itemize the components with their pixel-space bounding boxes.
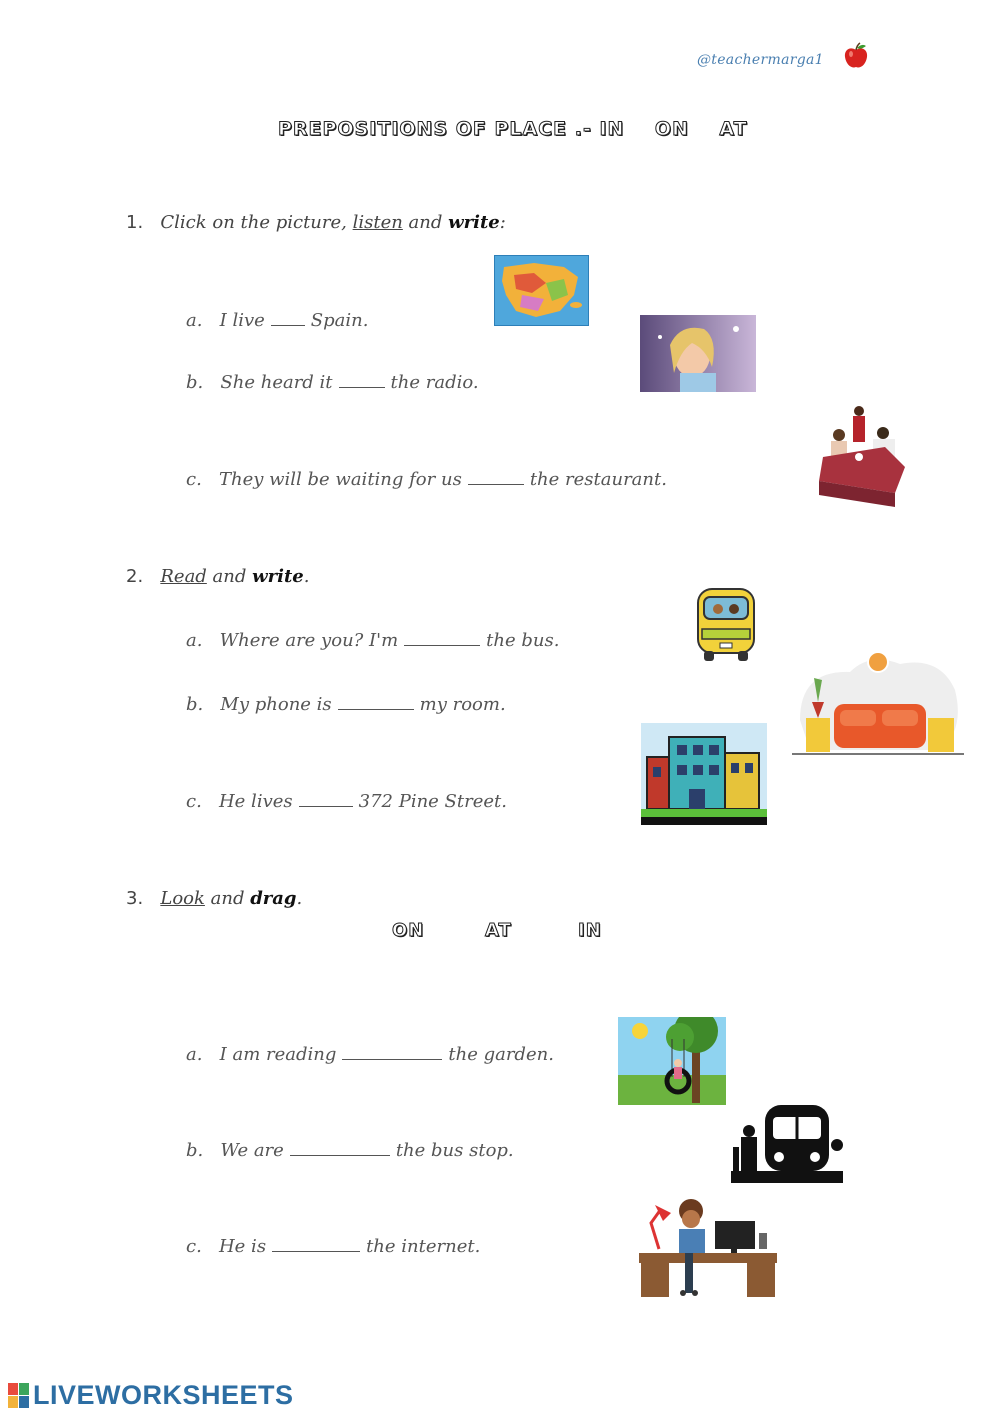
logo-mark-icon <box>8 1383 30 1409</box>
drop-blank[interactable] <box>272 1237 360 1252</box>
section-number: 1. <box>126 212 144 233</box>
answer-blank[interactable] <box>468 470 524 485</box>
list-item: a. Where are you? I'm the bus. <box>186 630 560 651</box>
list-item: b. She heard it the radio. <box>186 372 479 393</box>
answer-blank[interactable] <box>299 792 353 807</box>
answer-blank[interactable] <box>338 695 414 710</box>
answer-blank[interactable] <box>404 631 480 646</box>
answer-blank[interactable] <box>339 373 385 388</box>
liveworksheets-logo: LIVEWORKSHEETS <box>8 1380 294 1411</box>
list-item: b. My phone is my room. <box>186 694 506 715</box>
section-1-instruction: 1. Click on the picture, listen and write: <box>126 212 506 233</box>
restaurant-picture[interactable] <box>815 403 907 513</box>
apple-icon <box>842 42 870 74</box>
section-2-instruction: 2. Read and write. <box>126 566 310 587</box>
answer-blank[interactable] <box>271 311 305 326</box>
list-item: b. We are the bus stop. <box>186 1140 514 1161</box>
bedroom-picture <box>790 650 965 762</box>
street-houses-picture <box>641 723 767 829</box>
radio-girl-picture[interactable] <box>640 315 756 396</box>
section-number: 3. <box>126 888 144 909</box>
drop-blank[interactable] <box>342 1045 442 1060</box>
list-item: c. He is the internet. <box>186 1236 481 1257</box>
bus-picture <box>692 585 760 669</box>
section-3-instruction: 3. Look and drag. <box>126 888 303 909</box>
list-item: a. I live Spain. <box>186 310 369 331</box>
list-item: c. They will be waiting for us the restaurant. <box>186 469 667 490</box>
list-item: a. I am reading the garden. <box>186 1044 554 1065</box>
spain-map-picture[interactable] <box>494 255 589 330</box>
author-handle: @teachermarga1 <box>697 52 824 68</box>
list-item: c. He lives 372 Pine Street. <box>186 791 507 812</box>
drop-blank[interactable] <box>290 1141 390 1156</box>
worksheet-title: PREPOSITIONS OF PLACE .- IN ON AT <box>278 118 748 140</box>
section-number: 2. <box>126 566 144 587</box>
garden-swing-picture <box>618 1017 726 1109</box>
drag-word-in[interactable]: IN <box>578 920 602 941</box>
drag-word-at[interactable]: AT <box>485 920 512 941</box>
computer-desk-picture <box>637 1195 779 1303</box>
bus-stop-picture <box>731 1101 845 1189</box>
drag-word-on[interactable]: ON <box>392 920 425 941</box>
